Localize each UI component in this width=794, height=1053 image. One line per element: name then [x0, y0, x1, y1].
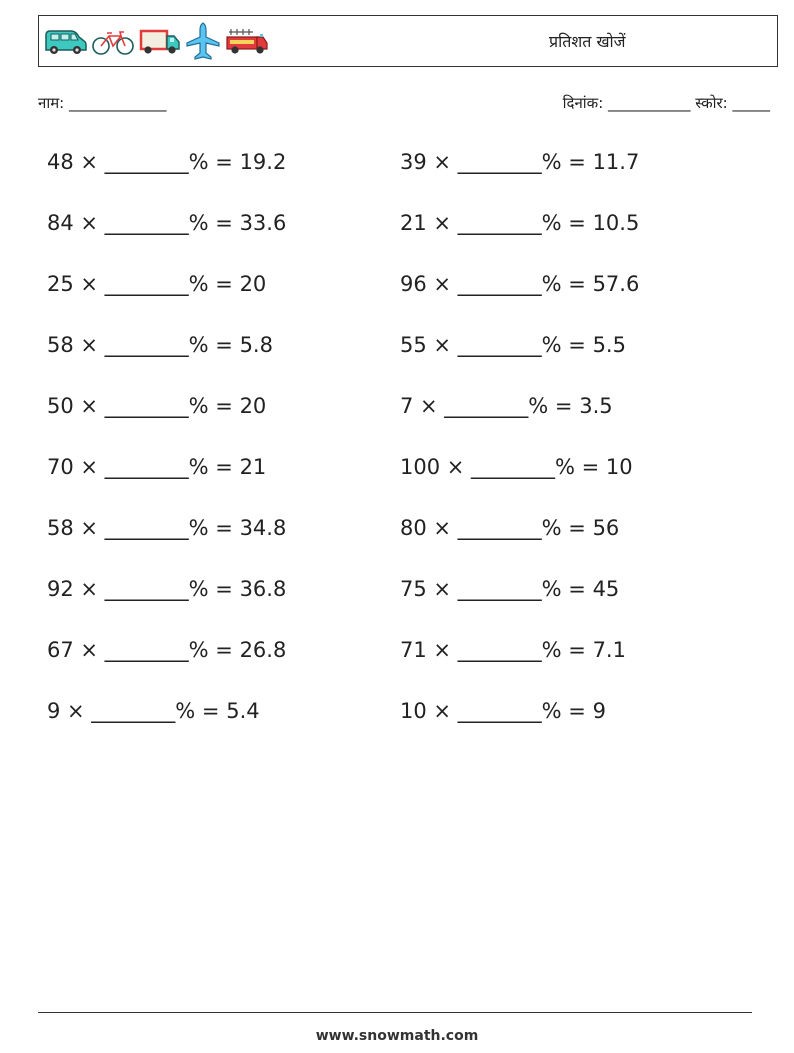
date-score-field: दिनांक: ___________ स्कोर: _____ [562, 94, 770, 112]
problem-item: 9 × ________% = 5.4 [47, 699, 260, 723]
problem-row [47, 328, 767, 389]
problem-item: 70 × ________% = 21 [47, 455, 267, 479]
airplane-icon [185, 22, 221, 62]
problem-item: 71 × ________% = 7.1 [400, 638, 626, 662]
problem-item: 10 × ________% = 9 [400, 699, 606, 723]
problem-row [47, 450, 767, 511]
problem-row [47, 206, 767, 267]
problem-row [47, 267, 767, 328]
problem-item: 39 × ________% = 11.7 [400, 150, 640, 174]
problem-item: 96 × ________% = 57.6 [400, 272, 640, 296]
problem-item: 25 × ________% = 20 [47, 272, 267, 296]
footer-divider [38, 1012, 752, 1013]
problem-row [47, 145, 767, 206]
problem-item: 84 × ________% = 33.6 [47, 211, 287, 235]
van-icon [43, 27, 87, 57]
problem-row [47, 389, 767, 450]
problem-row [47, 633, 767, 694]
problem-item: 75 × ________% = 45 [400, 577, 620, 601]
problem-item: 7 × ________% = 3.5 [400, 394, 613, 418]
problem-item: 55 × ________% = 5.5 [400, 333, 626, 357]
problem-item: 50 × ________% = 20 [47, 394, 267, 418]
problem-item: 21 × ________% = 10.5 [400, 211, 640, 235]
name-field: नाम: _____________ [38, 94, 167, 112]
problem-item: 58 × ________% = 5.8 [47, 333, 273, 357]
problem-item: 80 × ________% = 56 [400, 516, 620, 540]
problem-item: 58 × ________% = 34.8 [47, 516, 287, 540]
problem-row [47, 572, 767, 633]
fire-truck-icon [225, 26, 269, 58]
footer-url: www.snowmath.com [315, 1028, 479, 1044]
worksheet-title: प्रतिशत खोजें [549, 32, 626, 51]
truck-icon [139, 27, 181, 57]
problem-grid [47, 145, 767, 755]
problem-item: 100 × ________% = 10 [400, 455, 633, 479]
problem-row [47, 694, 767, 755]
problem-item: 48 × ________% = 19.2 [47, 150, 287, 174]
bicycle-icon [91, 27, 135, 57]
problem-item: 92 × ________% = 36.8 [47, 577, 287, 601]
header-box [38, 15, 778, 67]
problem-row [47, 511, 767, 572]
header-icons [43, 24, 269, 60]
problem-item: 67 × ________% = 26.8 [47, 638, 287, 662]
